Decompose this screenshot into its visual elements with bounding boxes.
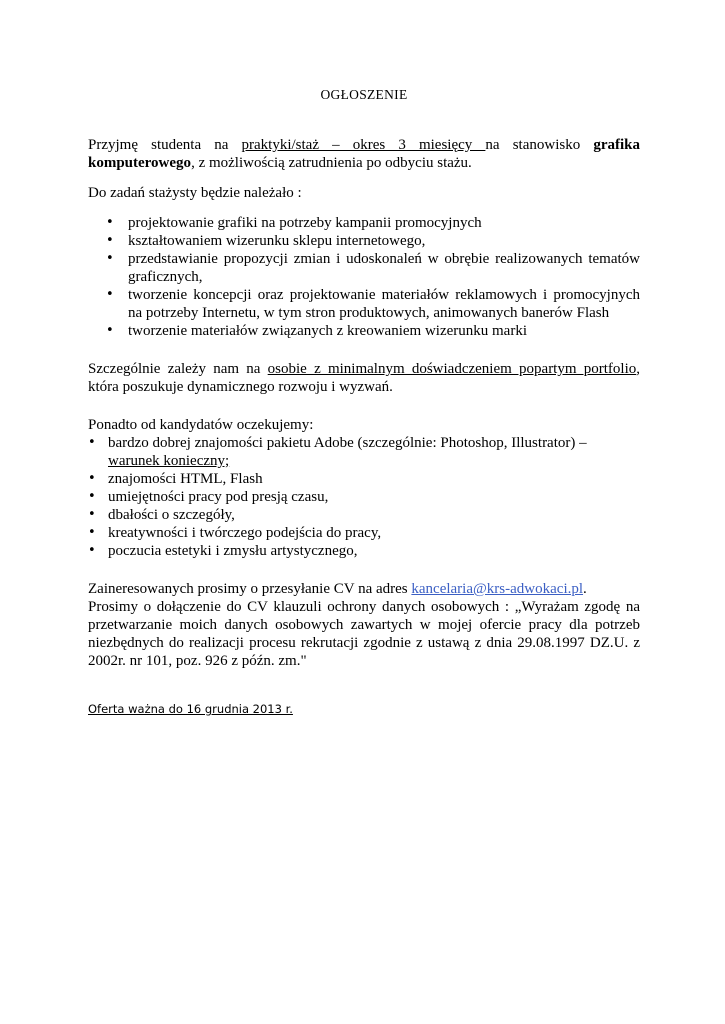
tasks-heading: Do zadań stażysty będzie należało : — [88, 185, 302, 201]
focus-text-end: , która poszukuje dynamicznego rozwoju i wyzwań. — [88, 361, 640, 395]
requirement-item: • umiejętności pracy pod presją czasu, — [108, 488, 640, 506]
task-item: • kształtowaniem wizerunku sklepu internetowego, — [128, 232, 640, 250]
position-name: grafika komputerowego — [88, 137, 640, 171]
requirement-item: • poczucia estetyki i zmysłu artystycznego, — [108, 542, 640, 560]
privacy-clause: Prosimy o dołączenie do CV klauzuli ochrony danych osobowych : „Wyrażam zgodę na przetwarzanie moich danych osobowych zawartych w mojej ofercie pracy dla potrzeb niezbędnych do realizacji procesu rekrutacji zgodnie z ustawą z dnia 29.08.1997 DZ.U. z 2002r. nr 101, poz. 926 z późn. zm." — [88, 599, 640, 669]
contact-paragraph — [88, 580, 640, 598]
intro-text-start: Przyjmę studenta na — [88, 137, 242, 153]
requirement-item — [108, 434, 640, 470]
internship-period: praktyki/staż – okres 3 miesięcy — [241, 137, 486, 153]
requirement-item: • znajomości HTML, Flash — [108, 470, 640, 488]
intro-text-end: , z możliwością zatrudnienia po odbyciu stażu. — [191, 155, 472, 171]
requirement-adobe: bardzo dobrej znajomości pakietu Adobe (szczególnie: Photoshop, Illustrator) – — [108, 435, 587, 451]
tasks-list — [88, 214, 640, 340]
intro-paragraph — [88, 136, 640, 172]
contact-text-end: . — [583, 581, 587, 597]
requirements-heading: Ponadto od kandydatów oczekujemy: — [88, 417, 314, 433]
focus-text-start: Szczególnie zależy nam na — [88, 361, 268, 377]
intro-text-mid: na stanowisko — [485, 137, 594, 153]
offer-validity: Oferta ważna do 16 grudnia 2013 r. — [88, 702, 293, 716]
task-item: • tworzenie materiałów związanych z kreowaniem wizerunku marki — [128, 322, 640, 340]
requirement-item: • dbałości o szczegóły, — [108, 506, 640, 524]
requirement-item: • kreatywności i twórczego podejścia do pracy, — [108, 524, 640, 542]
document-page — [88, 86, 640, 718]
task-item: • przedstawianie propozycji zmian i udoskonaleń w obrębie realizowanych tematów graficznych, — [128, 250, 640, 286]
task-item: • tworzenie koncepcji oraz projektowanie materiałów reklamowych i promocyjnych na potrzeby Internetu, w tym stron produktowych, animowanych banerów Flash — [128, 286, 640, 322]
requirements-list — [88, 434, 640, 560]
task-item: • projektowanie grafiki na potrzeby kampanii promocyjnych — [128, 214, 640, 232]
document-title: OGŁOSZENIE — [320, 87, 408, 102]
focus-candidate-profile: osobie z minimalnym doświadczeniem popartym portfolio — [267, 361, 637, 377]
requirement-mandatory: warunek konieczny; — [108, 453, 230, 469]
email-link[interactable]: kancelaria@krs-adwokaci.pl — [411, 581, 584, 597]
focus-paragraph — [88, 360, 640, 396]
contact-text: Zaineresowanych prosimy o przesyłanie CV na adres — [88, 581, 412, 597]
